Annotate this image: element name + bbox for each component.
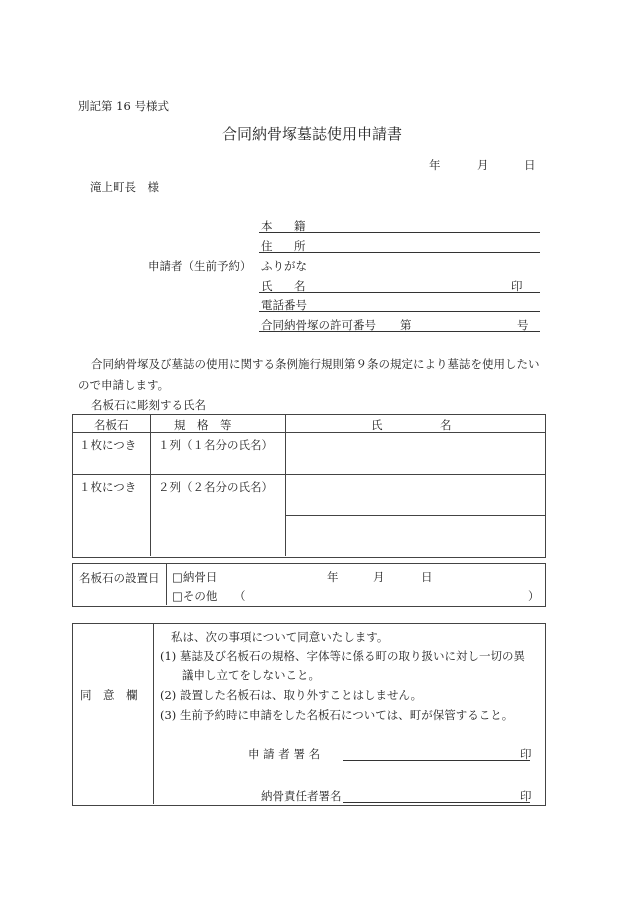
nameplate-heading: 名板石に彫刻する氏名 bbox=[91, 398, 206, 412]
applicant-sign-seal: 印 bbox=[520, 747, 532, 761]
applicant-sign-field[interactable] bbox=[343, 760, 530, 761]
table-row-2-count: １枚につき bbox=[79, 480, 137, 494]
applicant-sign-label: 申 請 者 署 名 bbox=[248, 747, 321, 761]
table-subrow-divider bbox=[285, 515, 545, 516]
jusho-label-1: 住 bbox=[261, 239, 273, 253]
jusho-field[interactable] bbox=[259, 252, 540, 253]
table-row-divider bbox=[72, 474, 545, 475]
consent-item-2: (2) 設置した名板石は、取り外すことはしません。 bbox=[160, 688, 423, 702]
table-row-2-name-cell-1[interactable] bbox=[287, 476, 543, 514]
furigana-label: ふりがな bbox=[261, 259, 307, 273]
table-header-spec: 規 格 等 bbox=[174, 418, 232, 432]
consent-label: 同 意 欄 bbox=[80, 688, 138, 702]
honseki-label-2: 籍 bbox=[294, 219, 306, 233]
table-col-divider-1 bbox=[150, 414, 151, 556]
shimei-label-1: 氏 bbox=[261, 279, 273, 293]
install-day: 日 bbox=[421, 570, 433, 584]
table-row-1-count: １枚につき bbox=[79, 438, 137, 452]
install-date-label: 名板石の設置日 bbox=[79, 571, 160, 585]
honseki-field[interactable] bbox=[259, 232, 540, 233]
document-title: 合同納骨塚墓誌使用申請書 bbox=[222, 125, 403, 143]
jusho-label-2: 所 bbox=[294, 239, 306, 253]
responsible-sign-seal: 印 bbox=[520, 789, 532, 803]
consent-item-1b: 議申し立てをしないこと。 bbox=[182, 668, 320, 682]
consent-item-1a: (1) 墓誌及び名板石の規格、字体等に係る町の取り扱いに対し一切の異 bbox=[160, 649, 525, 663]
install-other-open-paren: （ bbox=[234, 589, 246, 603]
date-month: 月 bbox=[477, 158, 489, 172]
table-header-name: 氏 名 bbox=[371, 418, 452, 432]
table-header-divider bbox=[72, 432, 545, 433]
install-other-close-paren: ） bbox=[528, 589, 540, 603]
table-col-divider-2 bbox=[285, 414, 286, 556]
shimei-field[interactable] bbox=[259, 292, 540, 293]
phone-label: 電話番号 bbox=[261, 298, 307, 312]
install-option-nokotsubi[interactable]: □納骨日 bbox=[172, 570, 218, 584]
permit-field[interactable] bbox=[259, 331, 540, 332]
date-year: 年 bbox=[429, 158, 441, 172]
install-year: 年 bbox=[327, 570, 339, 584]
applicant-label: 申請者（生前予約） bbox=[148, 259, 252, 273]
consent-item-3: (3) 生前予約時に申請をした名板石については、町が保管すること。 bbox=[160, 708, 514, 722]
table-row-2-spec: ２列（２名分の氏名） bbox=[158, 480, 273, 494]
install-month: 月 bbox=[373, 570, 385, 584]
table-row-1-spec: １列（１名分の氏名） bbox=[158, 438, 273, 452]
body-text-line-2: ので申請します。 bbox=[78, 378, 170, 392]
shimei-label-2: 名 bbox=[294, 279, 306, 293]
install-date-divider bbox=[166, 563, 167, 605]
form-number: 別記第 16 号様式 bbox=[78, 99, 169, 113]
table-row-2-name-cell-2[interactable] bbox=[287, 517, 543, 555]
phone-field[interactable] bbox=[259, 311, 540, 312]
body-text-line-1: 合同納骨塚及び墓誌の使用に関する条例施行規則第９条の規定により墓誌を使用したい bbox=[91, 357, 540, 371]
honseki-label-1: 本 bbox=[261, 219, 273, 233]
date-day: 日 bbox=[524, 158, 536, 172]
consent-divider bbox=[153, 623, 154, 804]
responsible-sign-label: 納骨責任者署名 bbox=[261, 789, 342, 803]
responsible-sign-field[interactable] bbox=[343, 802, 530, 803]
seal-mark: 印 bbox=[511, 279, 523, 293]
consent-intro: 私は、次の事項について同意いたします。 bbox=[171, 630, 389, 644]
permit-label: 合同納骨塚の許可番号 bbox=[261, 318, 376, 332]
install-option-other[interactable]: □その他 bbox=[172, 589, 218, 603]
table-row-1-name-cell[interactable] bbox=[287, 434, 543, 473]
addressee: 滝上町長 様 bbox=[90, 180, 159, 194]
permit-dai: 第 bbox=[400, 318, 412, 332]
permit-go: 号 bbox=[517, 318, 529, 332]
table-header-nameplate: 名板石 bbox=[94, 418, 129, 432]
